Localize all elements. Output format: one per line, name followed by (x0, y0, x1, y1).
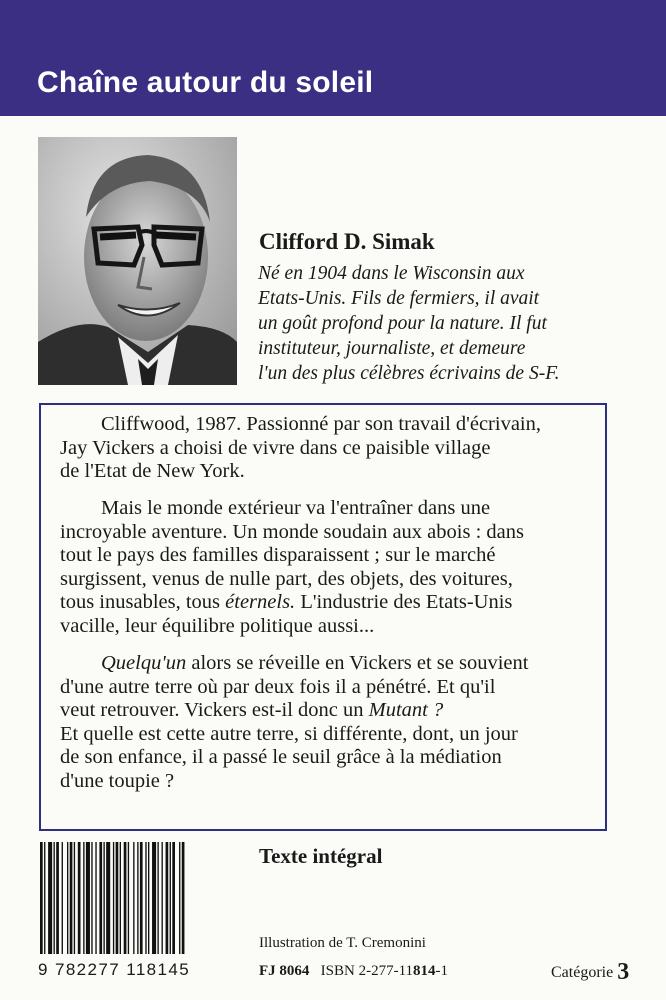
category-label: Catégorie (551, 964, 614, 981)
fj-code: FJ 8064 (259, 963, 310, 979)
barcode-bar (44, 842, 45, 954)
book-title: Chaîne autour du soleil (37, 66, 374, 99)
text-segment-italic: Quelqu'un (101, 652, 187, 674)
bio-line: instituteur, journaliste, et demeure (258, 338, 526, 359)
barcode-bar (54, 842, 55, 954)
text-line (60, 591, 524, 615)
text-line: Jay Vickers a choisi de vivre dans ce paisible village (60, 436, 491, 459)
text-line: d'une toupie ? (60, 769, 175, 792)
barcode-bar (124, 842, 127, 954)
bio-line: un goût profond pour la nature. Il fut (258, 313, 547, 334)
text-line: tout le pays des familles disparaissent ; sur le marché (60, 544, 496, 566)
header-band (0, 0, 666, 116)
barcode-bar (99, 842, 102, 954)
barcode-bar (148, 842, 149, 954)
text-line (60, 652, 528, 676)
barcode-bar (67, 842, 68, 954)
text-segment-italic: éternels. (225, 591, 296, 613)
catalog-codes (259, 963, 448, 980)
category-number: 3 (617, 959, 630, 985)
text-line (60, 699, 528, 723)
barcode-bar (106, 842, 110, 954)
barcode-bar (137, 842, 138, 954)
text-line: surgissent, venus de nulle part, des objets, des voitures, (60, 567, 513, 590)
barcode-icon (38, 842, 241, 954)
barcode-bar (128, 842, 129, 954)
text-segment: L'industrie des Etats-Unis (295, 591, 513, 613)
bio-line: l'un des plus célèbres écrivains de S-F. (258, 363, 560, 384)
barcode-bar (62, 842, 63, 954)
text-line: d'une autre terre où par deux fois il a pénétré. Et qu'il (60, 675, 496, 698)
barcode-bar (166, 842, 169, 954)
barcode-bar (152, 842, 156, 954)
text-segment: veut retrouver. Vickers est-il donc un (60, 699, 369, 721)
barcode-bar (172, 842, 175, 954)
barcode-bar (70, 842, 73, 954)
text-line: de l'Etat de New York. (60, 460, 245, 482)
text-segment: tous inusables, tous (60, 591, 226, 613)
barcode-bar (56, 842, 59, 954)
text-line: Et quelle est cette autre terre, si différente, dont, un jour (60, 722, 518, 745)
author-portrait (38, 137, 237, 385)
summary-paragraph-3 (60, 652, 528, 793)
author-bio (258, 261, 653, 386)
barcode-bar (120, 842, 121, 954)
barcode-bar (170, 842, 171, 954)
bio-line: Né en 1904 dans le Wisconsin aux (258, 263, 525, 284)
bio-line: Etats-Unis. Fils de fermiers, il avait (258, 288, 540, 309)
text-line: incroyable aventure. Un monde soudain aux abois : dans (60, 520, 524, 543)
barcode-bar (86, 842, 90, 954)
summary-paragraph-1 (60, 413, 541, 484)
isbn-start: ISBN 2-277-11 (320, 963, 414, 979)
barcode-bar (182, 842, 185, 954)
portrait-photo-icon (38, 137, 237, 385)
barcode-digits: 9 782277 118145 (38, 960, 191, 979)
author-name: Clifford D. Simak (259, 229, 435, 254)
barcode-bar (116, 842, 119, 954)
barcode-bar (48, 842, 52, 954)
barcode-bar (40, 842, 43, 954)
barcode-bar (133, 842, 134, 954)
text-segment: alors se réveille en Vickers et se souvient (186, 652, 529, 674)
barcode-bar (145, 842, 146, 954)
barcode-bar (113, 842, 114, 954)
barcode-bar (140, 842, 143, 954)
barcode-bar (91, 842, 92, 954)
barcode-bar (103, 842, 104, 954)
text-line: Cliffwood, 1987. Passionné par son travail d'écrivain, (101, 413, 541, 435)
isbn-end: -1 (435, 963, 449, 979)
barcode-bar (83, 842, 84, 954)
text-line: vacille, leur équilibre politique aussi... (60, 614, 375, 637)
text-line: Mais le monde extérieur va l'entraîner dans une (101, 497, 491, 519)
barcode-bar (162, 842, 163, 954)
illustration-credit: Illustration de T. Cremonini (259, 935, 426, 951)
isbn-bold: 814 (413, 963, 436, 979)
category (551, 959, 629, 986)
barcode-bar (95, 842, 96, 954)
summary-paragraph-2 (60, 497, 524, 638)
barcode-bar (157, 842, 158, 954)
barcode-bar (179, 842, 180, 954)
barcode-bar (74, 842, 75, 954)
text-segment-italic: Mutant ? (368, 699, 444, 721)
texte-integral-label: Texte intégral (259, 844, 383, 868)
barcode-bar (78, 842, 81, 954)
text-line: de son enfance, il a passé le seuil grâce à la médiation (60, 746, 502, 768)
